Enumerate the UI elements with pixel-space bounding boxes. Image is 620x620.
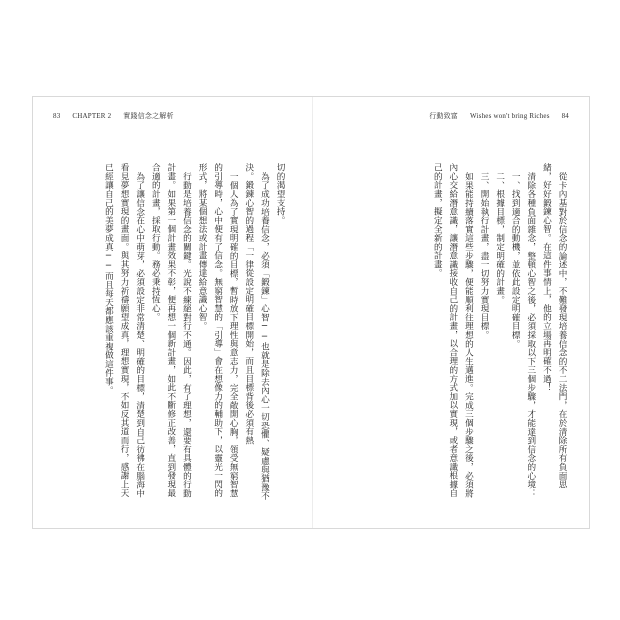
paragraph: 從卡內基對於信念的論述中，不難發現培養信念的不二法門，在於清除所有負面思緒，好好鍛鍊心智。在這件事情上，他的立場再明確不過！: [541, 163, 567, 489]
list-item: 二、根據目標，制定明確的計畫。: [494, 171, 505, 304]
book-spread: [32, 96, 590, 529]
right-page-header: [429, 111, 569, 121]
left-page-body: [51, 163, 287, 503]
right-page-number: 84: [561, 112, 569, 120]
book-title-en: Wishes won't bring Riches: [469, 112, 550, 120]
list-item: 一、找到適合的動機，並依此設定明確目標。: [510, 171, 521, 348]
book-gutter: [312, 97, 313, 528]
paragraph: 為了讓信念在心中萌芽，必須設定非常清楚、明確的目標，清楚到自己彷彿在腦海中看見夢想實現的畫面。與其努力祈禱願望成真，理想實現，不如反其道而行，感謝上天已經讓自己的美夢成真──而且每天都應該重複做這件事。: [103, 163, 145, 498]
paragraph: 如果能持續落實這些步驟，便能順利往理想的人生邁進。完成三個步驟之後，必須將內心交給潛意識，讓潛意識接收自己的計畫，以合理的方式加以實現，或者意識根據自己的計畫，擬定全新的計畫。: [432, 163, 474, 498]
paragraph: 清除各種負面雜念，整頓心智之後，必須採取以下三個步驟，才能達到信念的心境：: [525, 171, 536, 498]
paragraph: 行動是培養信念的關鍵。光說不練絕對行不通。因此，有了理想，還要有具體的行動計畫。如果第一個計畫效果不彰，便再想一個新計畫，如此不斷修正改善，直到發現最合適的計畫，採取行動。務必秉持恆心。: [150, 163, 192, 498]
paragraph: 為了成功培養信念，必須「鍛鍊」心智──也就是除去內心一切恐懼、疑慮與猶豫不決。鍛鍊心智的過程「一律從設定明確目標開始，而且目標背後必須有熱: [243, 163, 270, 500]
left-page-number: 83: [53, 112, 61, 120]
book-title-zh: 行動致富: [429, 112, 459, 120]
chapter-title: 實踐信念之解析: [123, 112, 174, 120]
paragraph: 一個人為了實現明確的目標，暫時放下理性與意志力，完全敞開心胸，領受無窮智慧的引導時，心中便有了信念。無窮智慧的「引導」會在想像力的輔助下，以靈光一閃的形式，將某個想法或計畫傳達給意識心智。: [197, 163, 239, 498]
list-item: 三、開始執行計畫，盡一切努力實現目標。: [479, 171, 490, 339]
left-page-header: [53, 111, 174, 121]
right-page-body: [333, 163, 569, 503]
paragraph: 切的渴望支持。: [275, 163, 285, 225]
chapter-label: CHAPTER 2: [72, 112, 112, 120]
